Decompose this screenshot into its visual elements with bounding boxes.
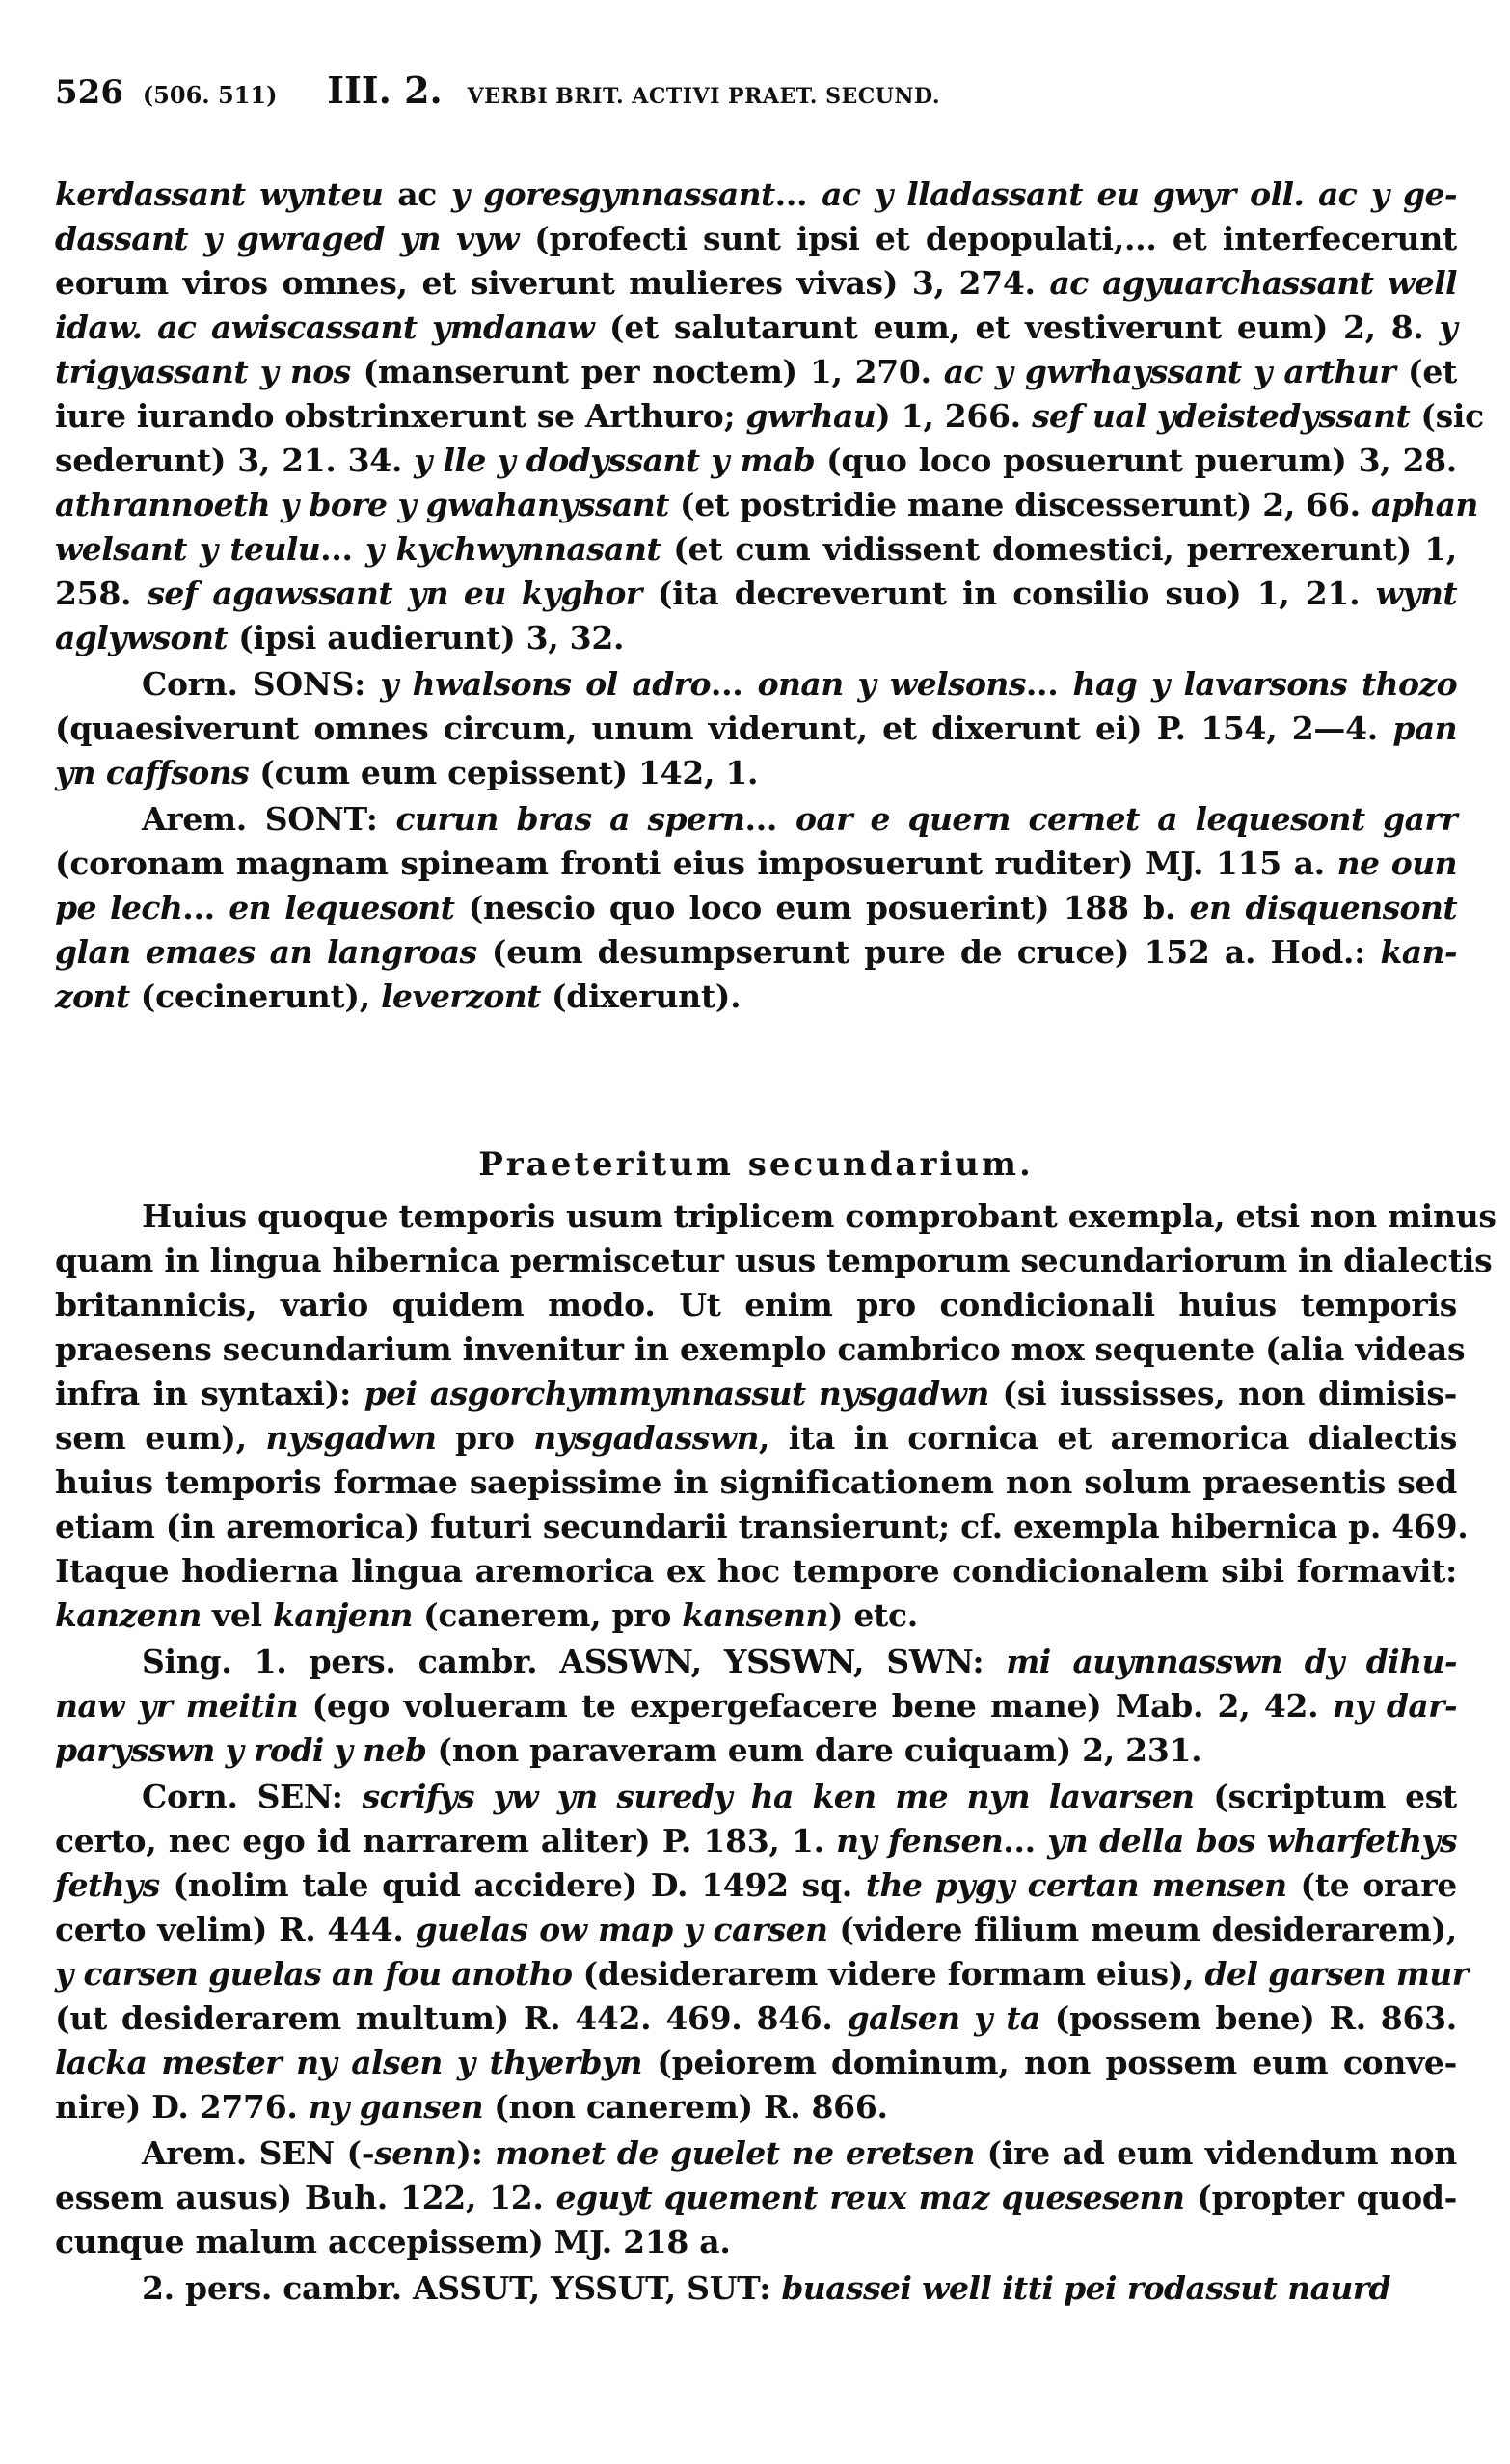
latin-text: (ire ad eum videndum non [974, 2134, 1457, 2172]
text-line [55, 1328, 1466, 1371]
latin-text: (desiderarem videre formam eius), [572, 1955, 1205, 1993]
text-line [55, 617, 1457, 659]
latin-text: eorum viros omnes, et siverunt mulieres vivas) 3, 274. [55, 264, 1050, 302]
latin-text: Sing. 1. pers. cambr. ASSWN, YSSWN, SWN: [142, 1643, 1007, 1680]
latin-text: sederunt) 3, 21. 34. [55, 442, 415, 479]
celtic-example: ny dar- [1332, 1687, 1457, 1725]
latin-text: (manserunt per noctem) 1, 270. [350, 353, 944, 390]
celtic-example: del garsen mur [1204, 1955, 1469, 1993]
text-line [55, 1953, 1469, 1995]
latin-text: Huius quoque temporis usum triplicem comprobant exempla, etsi non minus [142, 1197, 1497, 1235]
latin-text: (profecti sunt ipsi et depopulati,... et interfecerunt [518, 220, 1457, 257]
text-line [55, 1776, 1457, 1818]
text-line [55, 843, 1457, 885]
text-line [55, 1506, 1469, 1548]
latin-text: certo velim) R. 444. [55, 1911, 416, 1948]
text-line [55, 307, 1457, 349]
text-line [55, 798, 1457, 841]
latin-text: Corn. SEN: [142, 1778, 363, 1815]
latin-text: cunque malum accepissem) MJ. 218 a. [55, 2223, 731, 2261]
latin-text: , ita in cornica et aremorica dialectis [758, 1419, 1457, 1457]
latin-text: (ipsi audierunt) 3, 32. [228, 619, 625, 656]
latin-text: ) etc. [827, 1596, 918, 1634]
celtic-example: y lle y dodyssant y mab [414, 442, 816, 479]
celtic-example: scrifys yw yn suredy ha ken me nyn lavarsen [362, 1778, 1195, 1815]
latin-text: ... [1025, 665, 1073, 703]
celtic-example: sef ual ydeistedyssant [1032, 397, 1411, 435]
celtic-example: y carsen guelas an fou anotho [55, 1955, 573, 1993]
latin-text: etiam (in aremorica) futuri secundarii transierunt; cf. exempla hibernica p. 469. [55, 1508, 1469, 1545]
latin-text: ... [710, 665, 758, 703]
celtic-example: y [1439, 308, 1458, 346]
latin-text: huius temporis formae saepissime in significationem non solum praesentis sed [55, 1463, 1457, 1501]
celtic-example: ac y lladassant eu gwyr oll. ac y ge- [822, 175, 1457, 213]
celtic-example: ac agyuarchassant well [1049, 264, 1457, 302]
celtic-example: kan- [1380, 933, 1457, 971]
text-line [55, 1461, 1457, 1504]
text-line [55, 1284, 1457, 1326]
text-line [55, 2086, 1457, 2129]
celtic-example: curun bras a spern [395, 800, 745, 838]
latin-text: Itaque hodierna lingua aremorica ex hoc tempore condicionalem sibi formavit: [55, 1552, 1457, 1590]
latin-text: (cecinerunt), [129, 978, 382, 1015]
text-line [55, 1997, 1457, 2040]
text-line [55, 708, 1457, 750]
latin-text: ): [456, 2134, 496, 2172]
celtic-example: en lequesont [229, 889, 455, 926]
latin-text: Corn. SONS: [142, 665, 381, 703]
text-line [55, 1373, 1457, 1415]
text-line [55, 2042, 1457, 2084]
celtic-example: y goresgynnassant [451, 175, 775, 213]
latin-text: (non paraveram eum dare cuiquam) 2, 231. [426, 1731, 1202, 1769]
celtic-example: lacka mester ny alsen y thyerbyn [55, 2044, 642, 2081]
latin-text: vel [201, 1596, 273, 1634]
text-line [55, 395, 1484, 438]
celtic-example: parysswn y rodi y neb [55, 1731, 427, 1769]
latin-text: (coronam magnam spineam fronti eius imposuerunt ruditer) MJ. 115 a. [55, 844, 1337, 882]
latin-text: (quo loco posuerunt puerum) 3, 28. [815, 442, 1457, 479]
celtic-example: pan [1392, 710, 1457, 747]
text-line [55, 2221, 1457, 2263]
celtic-example: dassant y gwraged yn vyw [55, 220, 519, 257]
latin-text: pro [436, 1419, 534, 1457]
celtic-example: zont [55, 978, 130, 1015]
latin-text: ) 1, 266. [876, 397, 1033, 435]
celtic-example: the pygy certan mensen [865, 1866, 1287, 1904]
latin-text: 258. [55, 575, 148, 612]
celtic-example: nysgadwn [265, 1419, 437, 1457]
text-line [55, 218, 1457, 260]
celtic-example: en disquensont [1189, 889, 1458, 926]
celtic-example: pe lech [55, 889, 183, 926]
text-line [55, 931, 1457, 974]
latin-text: ... [320, 530, 365, 568]
latin-text: (cum eum cepissent) 142, 1. [249, 754, 759, 791]
text-line [55, 2177, 1457, 2219]
celtic-example: guelas ow map y carsen [415, 1911, 828, 1948]
latin-text: 2. pers. cambr. ASSUT, YSSUT, SUT: [142, 2269, 782, 2307]
latin-text: (scriptum est [1194, 1778, 1457, 1815]
latin-text: (sic [1410, 397, 1484, 435]
latin-text: (ut desiderarem multum) R. 442. 469. 846. [55, 1999, 848, 2037]
text-line [55, 351, 1457, 393]
celtic-example: kanzenn [55, 1596, 202, 1634]
running-title: VERBI BRIT. ACTIVI PRAET. SECUND. [467, 84, 940, 109]
latin-text: iure iurando obstrinxerunt se Arthuro; [55, 397, 746, 435]
text-line [55, 1417, 1457, 1460]
celtic-example: aglywsont [55, 619, 229, 656]
latin-text: ... [1003, 1822, 1048, 1860]
text-line [55, 484, 1478, 526]
text-line [55, 262, 1457, 305]
latin-text: (nolim tale quid accidere) D. 1492 sq. [159, 1866, 866, 1904]
text-line [55, 2267, 1457, 2310]
latin-text: britannicis, vario quidem modo. Ut enim pro condicionali huius temporis [55, 1286, 1457, 1324]
text-line [55, 1641, 1457, 1683]
latin-text: praesens secundarium invenitur in exemplo cambrico mox sequente (alia videas [55, 1330, 1466, 1368]
celtic-example: wynt [1375, 575, 1457, 612]
latin-text: ... [744, 800, 795, 838]
celtic-example: mi auynnasswn dy dihu- [1006, 1643, 1457, 1680]
celtic-example: eguyt quement reux maz quesesenn [555, 2179, 1185, 2216]
celtic-example: senn [374, 2134, 457, 2172]
text-line [55, 976, 1457, 1018]
latin-text: nire) D. 2776. [55, 2088, 309, 2126]
latin-text: Arem. SEN (- [142, 2134, 375, 2172]
celtic-example: naw yr meitin [55, 1687, 299, 1725]
celtic-example: onan y welsons [757, 665, 1026, 703]
celtic-example: ac y gwrhayssant y arthur [943, 353, 1396, 390]
latin-text: (et [1395, 353, 1458, 390]
text-line [55, 1864, 1457, 1907]
celtic-example: fethys [55, 1866, 160, 1904]
latin-text: (si iussisses, non dimisis- [988, 1375, 1457, 1412]
celtic-example: sef agawssant yn eu kyghor [147, 575, 642, 612]
latin-text: (ita decreverunt in consilio suo) 1, 21. [641, 575, 1376, 612]
text-line [55, 1909, 1457, 1951]
latin-text: (ego volueram te expergefacere bene mane) Mab. 2, 42. [298, 1687, 1333, 1725]
running-header [55, 69, 1457, 118]
celtic-example: ny fensen [836, 1822, 1004, 1860]
celtic-example: y hwalsons ol adro [380, 665, 711, 703]
page-number: 526 [55, 73, 123, 112]
celtic-example: yn della bos wharfethys [1047, 1822, 1457, 1860]
celtic-example: aphan [1371, 486, 1478, 523]
section-title: Praeteritum secundarium. [478, 1145, 1034, 1184]
celtic-example: galsen y ta [847, 1999, 1040, 2037]
celtic-example: kerdassant wynteu [55, 175, 384, 213]
text-line [55, 1550, 1457, 1593]
latin-text: ac [383, 175, 452, 213]
latin-text: (et salutarunt eum, et vestiverunt eum) 2, 8. [594, 308, 1440, 346]
celtic-example: glan emaes an langroas [55, 933, 477, 971]
celtic-example: y kychwynnasant [364, 530, 661, 568]
latin-text: (quaesiverunt omnes circum, unum viderunt, et dixerunt ei) P. 154, 2—4. [55, 710, 1393, 747]
text-line [55, 1729, 1457, 1772]
chapter-number: III. 2. [327, 68, 443, 112]
latin-text: (non canerem) R. 866. [483, 2088, 888, 2126]
latin-text: (et postridie mane discesserunt) 2, 66. [668, 486, 1371, 523]
text-line [55, 887, 1457, 929]
latin-text: essem ausus) Buh. 122, 12. [55, 2179, 556, 2216]
celtic-example: welsant y teulu [55, 530, 321, 568]
latin-text: (et cum vidissent domestici, perrexerunt) 1, [660, 530, 1457, 568]
latin-text: ... [774, 175, 822, 213]
celtic-example: nysgadasswn [533, 1419, 759, 1457]
text-line [55, 752, 1457, 794]
text-line [55, 1594, 1457, 1637]
celtic-example: hag y lavarsons thozo [1072, 665, 1457, 703]
celtic-example: kanjenn [272, 1596, 413, 1634]
celtic-example: kansenn [682, 1596, 828, 1634]
text-line [55, 1685, 1457, 1727]
latin-text: ... [182, 889, 229, 926]
celtic-example: pei asgorchymmynnassut nysgadwn [364, 1375, 989, 1412]
latin-text: certo, nec ego id narrarem aliter) P. 183, 1. [55, 1822, 837, 1860]
celtic-example: ny gansen [308, 2088, 484, 2126]
latin-text: Arem. SONT: [142, 800, 396, 838]
latin-text: sem eum), [55, 1419, 266, 1457]
text-line [55, 528, 1457, 571]
latin-text: (eum desumpserunt pure de cruce) 152 a. Hod.: [476, 933, 1381, 971]
text-line [55, 663, 1457, 706]
latin-text: (propter quod- [1184, 2179, 1458, 2216]
celtic-example: athrannoeth y bore y gwahanyssant [55, 486, 669, 523]
celtic-example: monet de guelet ne eretsen [495, 2134, 975, 2172]
celtic-example: leverzont [381, 978, 541, 1015]
text-line [55, 1820, 1457, 1862]
text-line [55, 1195, 1497, 1238]
celtic-example: ne oun [1336, 844, 1457, 882]
latin-text: (videre filium meum desiderarem), [827, 1911, 1457, 1948]
text-line [55, 573, 1457, 615]
latin-text: (canerem, pro [412, 1596, 683, 1634]
latin-text: quam in lingua hibernica permiscetur usus temporum secundariorum in dialectis [55, 1242, 1493, 1279]
text-line [55, 440, 1457, 482]
latin-text: (possem bene) R. 863. [1039, 1999, 1457, 2037]
latin-text: (nescio quo loco eum posuerint) 188 b. [454, 889, 1190, 926]
celtic-example: idaw. ac awiscassant ymdanaw [55, 308, 595, 346]
latin-text: (te orare [1286, 1866, 1457, 1904]
text-line [55, 1240, 1493, 1282]
celtic-example: yn caffsons [55, 754, 250, 791]
latin-text: infra in syntaxi): [55, 1375, 364, 1412]
celtic-example: trigyassant y nos [55, 353, 351, 390]
celtic-example: buassei well itti pei rodassut naurd [781, 2269, 1391, 2307]
latin-text: (peiorem dominum, non possem eum conve- [641, 2044, 1457, 2081]
celtic-example: oar e quern cernet a lequesont garr [795, 800, 1457, 838]
celtic-example: gwrhau [745, 397, 876, 435]
text-line [55, 174, 1457, 216]
latin-text: (dixerunt). [540, 978, 742, 1015]
text-line [55, 2132, 1457, 2175]
cross-references: (506. 511) [142, 81, 278, 109]
